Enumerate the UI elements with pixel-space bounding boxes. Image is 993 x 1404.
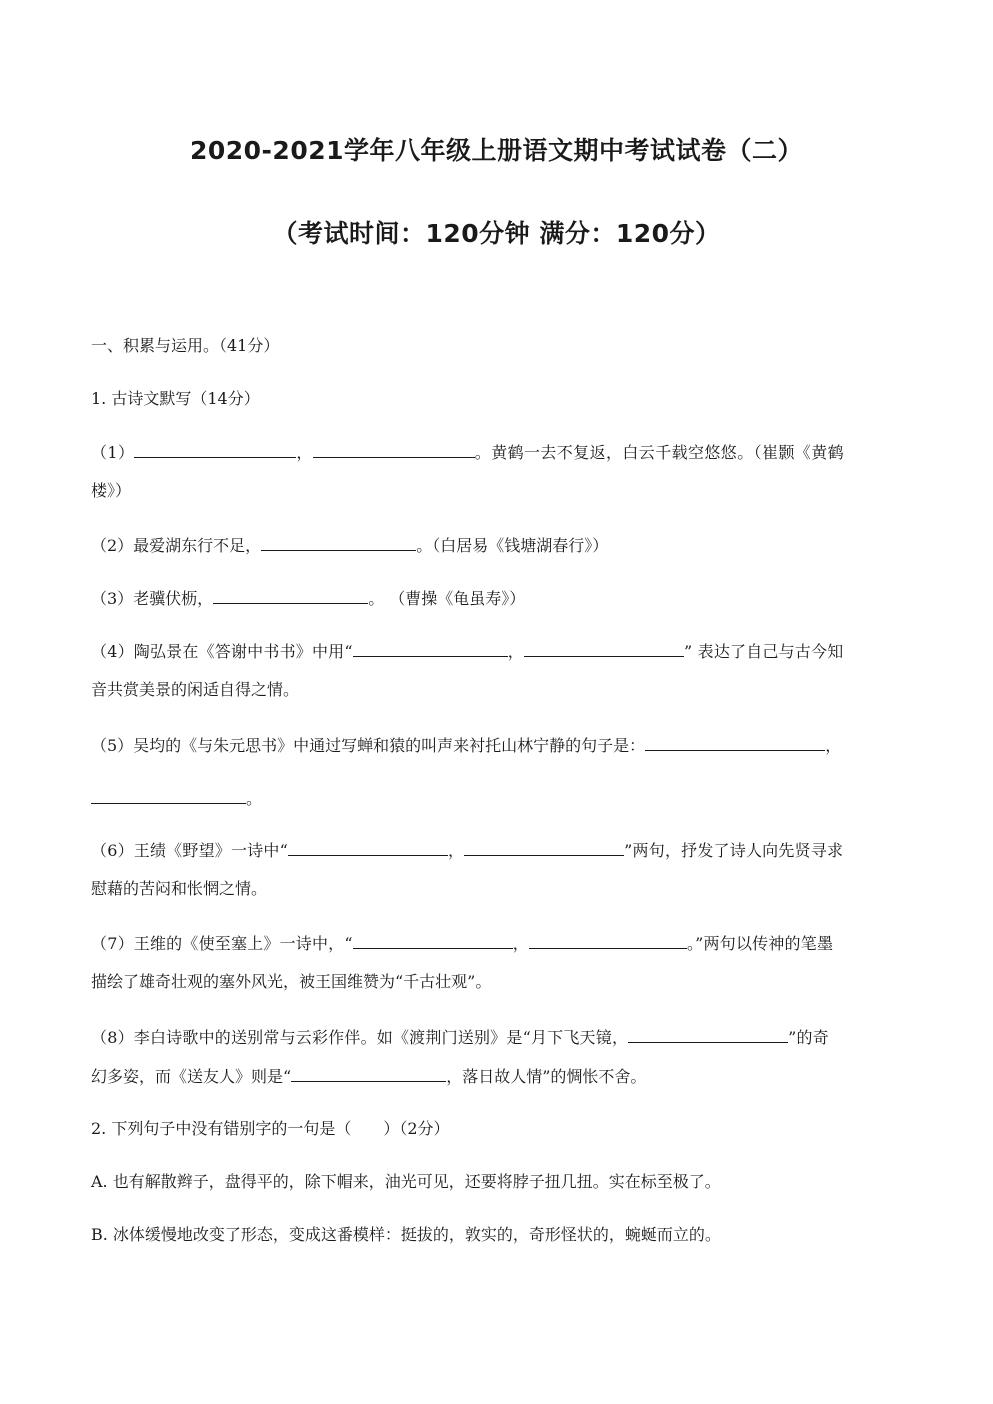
answer-blank[interactable] bbox=[291, 1066, 446, 1082]
question-1-item-5-cont: 。 bbox=[91, 788, 903, 809]
question-1-item-6: （6）王绩《野望》一诗中“ ， ”两句，抒发了诗人向先贤寻求 bbox=[91, 841, 844, 860]
answer-blank[interactable] bbox=[645, 735, 825, 751]
answer-blank[interactable] bbox=[288, 840, 448, 856]
answer-blank[interactable] bbox=[213, 588, 368, 604]
question-1-item-6-cont: 慰藉的苦闷和怅惘之情。 bbox=[91, 879, 268, 898]
answer-blank[interactable] bbox=[524, 641, 684, 657]
question-1-heading: 1. 古诗文默写（14分） bbox=[91, 389, 260, 408]
section-heading: 一、积累与运用。（41分） bbox=[91, 336, 280, 355]
question-1-item-1-cont: 楼》） bbox=[91, 481, 132, 500]
question-1-item-4: （4）陶弘景在《答谢中书书》中用“ ， ” 表达了自己与古今知 bbox=[91, 642, 844, 661]
answer-blank[interactable] bbox=[91, 788, 246, 804]
question-1-item-3: （3）老骥伏枥， 。 （曹操《龟虽寿》） bbox=[91, 589, 526, 608]
option-b[interactable]: B. 冰体缓慢地改变了形态，变成这番模样：挺拔的，敦实的，奇形怪状的，蜿蜒而立的。 bbox=[91, 1225, 721, 1244]
answer-blank[interactable] bbox=[313, 442, 475, 458]
question-1-item-5: （5）吴均的《与朱元思书》中通过写蝉和猿的叫声来衬托山林宁静的句子是： ， bbox=[91, 736, 842, 755]
answer-blank[interactable] bbox=[353, 641, 508, 657]
question-1-item-2: （2）最爱湖东行不足， 。（白居易《钱塘湖春行》） bbox=[91, 536, 609, 555]
question-1-item-8-cont: 幻多姿，而《送友人》则是“ ，落日故人情”的惆怅不舍。 bbox=[91, 1067, 647, 1086]
answer-blank[interactable] bbox=[353, 933, 513, 949]
question-1-item-1: （1） ， 。黄鹤一去不复返，白云千载空悠悠。（崔颢《黄鹤 bbox=[91, 443, 844, 462]
answer-blank[interactable] bbox=[464, 840, 624, 856]
question-2-heading: 2. 下列句子中没有错别字的一句是（ ）（2分） bbox=[91, 1119, 450, 1138]
answer-blank[interactable] bbox=[134, 442, 296, 458]
question-1-item-8: （8）李白诗歌中的送别常与云彩作伴。如《渡荆门送别》是“月下飞天镜， ”的奇 bbox=[91, 1028, 829, 1047]
exam-subtitle: （考试时间：120分钟 满分：120分） bbox=[272, 219, 721, 248]
answer-blank[interactable] bbox=[529, 933, 687, 949]
question-1-item-7-cont: 描绘了雄奇壮观的塞外风光，被王国维赞为“千古壮观”。 bbox=[91, 972, 492, 991]
question-1-item-4-cont: 音共赏美景的闲适自得之情。 bbox=[91, 680, 300, 699]
answer-blank[interactable] bbox=[261, 535, 416, 551]
answer-blank[interactable] bbox=[628, 1027, 788, 1043]
option-a[interactable]: A. 也有解散辫子，盘得平的，除下帽来，油光可见，还要将脖子扭几扭。实在标至极了。 bbox=[91, 1172, 721, 1191]
exam-title: 2020-2021学年八年级上册语文期中考试试卷（二） bbox=[189, 136, 804, 165]
question-1-item-7: （7）王维的《使至塞上》一诗中，“ ， 。”两句以传神的笔墨 bbox=[91, 934, 834, 953]
